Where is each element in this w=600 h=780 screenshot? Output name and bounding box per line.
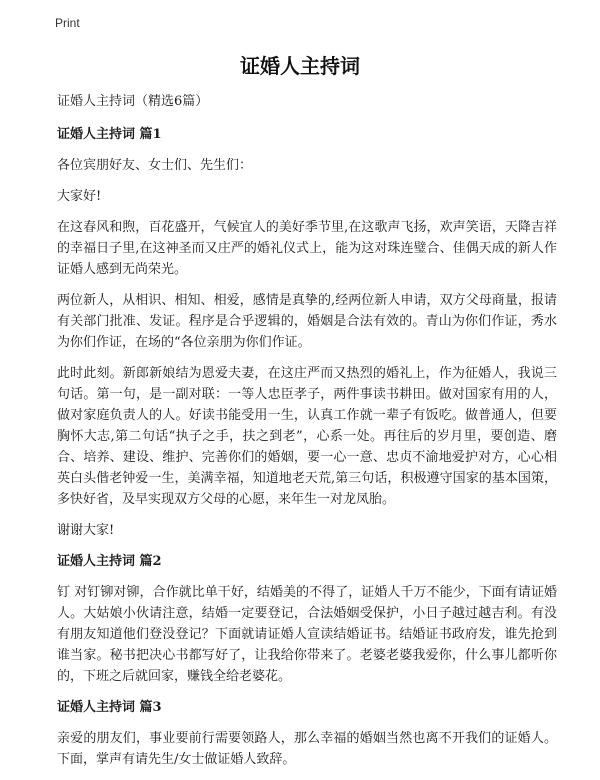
paragraph: 此时此刻。新郎新娘结为恩爱夫妻，在这庄严而又热烈的婚礼上，作为征婚人，我说三句话。第一句，是一副对联：一等人忠臣孝子，两件事读书耕田。做对国家有用的人，做对家庭负责人的人。好读书能受用一生，认真工作就一辈子有饭吃。做普通人，但要胸怀大志,第二句话“执子之手，扶之到老”，心系一处。再往后的岁月里，要创造、磨合、培养、建设、维护、完善你们的婚姻，要一心一意、忠贞不渝地爱护对方，心心相英白头偕老钟爱一生，美满幸福，知道地老天荒,第三句话，积极遵守国家的基本国策，多快好省，及早实现双方父母的心愿，来年生一对龙凤胎。: [57, 366, 557, 507]
section-heading: 证婚人主持词 篇3: [57, 700, 162, 715]
section-3: [57, 697, 557, 770]
paragraph: 大家好!: [57, 189, 102, 204]
paragraph: 各位宾朋好友、女士们、先生们：: [57, 158, 253, 173]
document-subtitle: 证婚人主持词（精选6篇）: [57, 94, 209, 109]
section-heading: 证婚人主持词 篇2: [57, 554, 162, 569]
section-heading: 证婚人主持词 篇1: [57, 127, 162, 142]
print-link[interactable]: Print: [55, 16, 80, 30]
paragraph: 在这春风和煦，百花盛开，气候宜人的美好季节里,在这歌声飞扬，欢声笑语，天降吉祥的幸福日子里,在这神圣而又庄严的婚礼仪式上，能为这对珠连璧合、佳偶天成的新人作证婚人感到无尚荣光。: [57, 220, 557, 277]
document-body: [57, 91, 557, 780]
paragraph: 亲爱的朋友们，事业要前行需要领路人，那么幸福的婚姻当然也离不开我们的证婚人。下面，掌声有请先生/女士做证婚人致辞。: [57, 731, 557, 767]
paragraph: 两位新人，从相识、相知、相爱，感情是真挚的,经两位新人申请，双方父母商量，报请有关部门批准、发证。程序是合乎逻辑的，婚姻是合法有效的。青山为你们作证，秀水为你们作证，在场的“各位亲朋为你们作证。: [57, 293, 557, 350]
page-title: 证婚人主持词: [240, 54, 360, 78]
section-1: [57, 124, 557, 541]
paragraph: 钉 对钉铆对铆，合作就比单干好，结婚美的不得了，证婚人千万不能少，下面有请证婚人。大姑娘小伙请注意，结婚一定要登记，合法婚姻受保护，小日子越过越吉利。有没有朋友知道他们登没登记？下面就请证婚人宣读结婚证书。结婚证书政府发，谁先抢到谁当家。秘书把决心书都写好了，让我给你带来了。老婆老婆我爱你，什么事儿都听你的，下班之后就回家，赚钱全给老婆花。: [57, 585, 557, 684]
paragraph: 谢谢大家!: [57, 523, 115, 538]
section-2: [57, 551, 557, 687]
